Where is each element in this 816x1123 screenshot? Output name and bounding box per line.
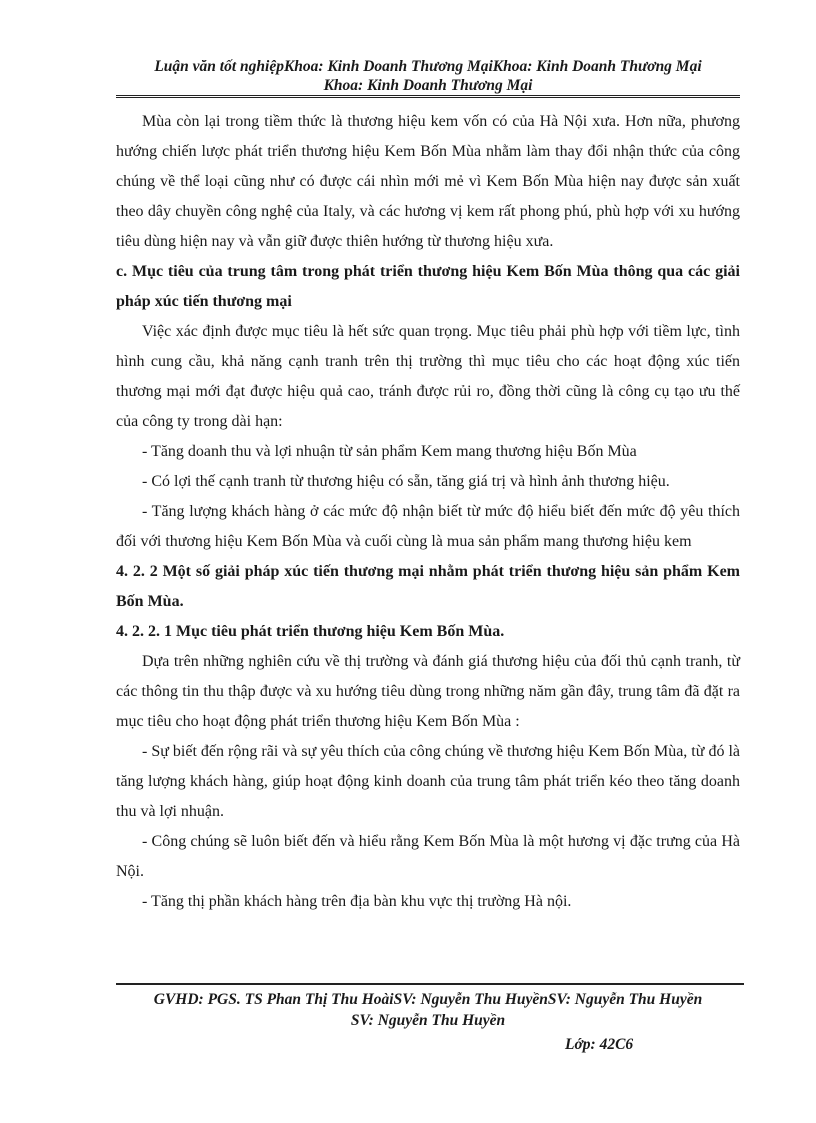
page-footer: [116, 989, 740, 1031]
footer-divider: [116, 983, 744, 985]
list-item-hanoi-flavor: - Công chúng sẽ luôn biết đến và hiểu rằng Kem Bốn Mùa là một hương vị đặc trưng của Hà Nội.: [116, 833, 740, 880]
paragraph-objectives-intro: Việc xác định được mục tiêu là hết sức quan trọng. Mục tiêu phải phù hợp với tiềm lực, tình hình cung cầu, khả năng cạnh tranh trên thị trường thì mục tiêu cho các hoạt động xúc tiến thương mại mới đạt được hiệu quả cao, tránh được rủi ro, đồng thời cũng là công cụ tạo ưu thế của công ty trong dài hạn:: [116, 323, 740, 430]
list-item-customer-growth: - Tăng lượng khách hàng ở các mức độ nhận biết từ mức độ hiểu biết đến mức độ yêu thích đối với thương hiệu Kem Bốn Mùa và cuối cùng là mua sản phẩm mang thương hiệu kem: [116, 503, 740, 550]
list-item-public-awareness: - Sự biết đến rộng rãi và sự yêu thích của công chúng về thương hiệu Kem Bốn Mùa, từ đó là tăng lượng khách hàng, giúp hoạt động kinh doanh của trung tâm phát triển kéo theo tăng doanh thu và lợi nhuận.: [116, 743, 740, 820]
header-line-2: Khoa: Kinh Doanh Thương Mại: [323, 77, 533, 94]
paragraph-brand-strategy: Mùa còn lại trong tiềm thức là thương hiệu kem vốn có của Hà Nội xưa. Hơn nữa, phương hướng chiến lược phát triển thương hiệu Kem Bốn Mùa nhằm làm thay đổi nhận thức của công chúng về thể loại cũng như có được cái nhìn mới mẻ vì Kem Bốn Mùa hiện nay được sản xuất theo dây chuyền công nghệ của Italy, và các hương vị kem rất phong phú, phù hợp với xu hướng tiêu dùng hiện nay và vẫn giữ được thiên hướng từ thương hiệu xưa.: [116, 113, 740, 250]
heading-4-2-2-1: 4. 2. 2. 1 Mục tiêu phát triển thương hiệu Kem Bốn Mùa.: [116, 623, 505, 640]
footer-line-2: SV: Nguyễn Thu Huyền: [350, 1012, 506, 1029]
document-body: [116, 107, 740, 917]
header-line-1: Luận văn tốt nghiệpKhoa: Kinh Doanh Thương MạiKhoa: Kinh Doanh Thương Mại: [154, 58, 702, 75]
paragraph-research-basis: Dựa trên những nghiên cứu về thị trường và đánh giá thương hiệu của đối thủ cạnh tranh, từ các thông tin thu thập được và xu hướng tiêu dùng trong những năm gần đây, trung tâm đã đặt ra mục tiêu cho hoạt động phát triển thương hiệu Kem Bốn Mùa :: [116, 653, 740, 730]
heading-4-2-2: 4. 2. 2 Một số giải pháp xúc tiến thương mại nhằm phát triển thương hiệu sản phẩm Kem Bốn Mùa.: [116, 563, 740, 610]
page-header: [116, 57, 740, 96]
list-item-revenue: - Tăng doanh thu và lợi nhuận từ sản phẩm Kem mang thương hiệu Bốn Mùa: [142, 443, 637, 460]
heading-section-c: c. Mục tiêu của trung tâm trong phát triển thương hiệu Kem Bốn Mùa thông qua các giải pháp xúc tiến thương mại: [116, 263, 740, 310]
header-divider: [116, 95, 740, 98]
footer-line-1: GVHD: PGS. TS Phan Thị Thu HoàiSV: Nguyễn Thu HuyềnSV: Nguyễn Thu Huyền: [153, 991, 703, 1008]
list-item-market-share: - Tăng thị phần khách hàng trên địa bàn khu vực thị trường Hà nội.: [142, 893, 572, 910]
list-item-competitive-advantage: - Có lợi thế cạnh tranh từ thương hiệu có sẵn, tăng giá trị và hình ảnh thương hiệu.: [142, 473, 670, 490]
class-label: Lớp: 42C6: [565, 1036, 634, 1053]
